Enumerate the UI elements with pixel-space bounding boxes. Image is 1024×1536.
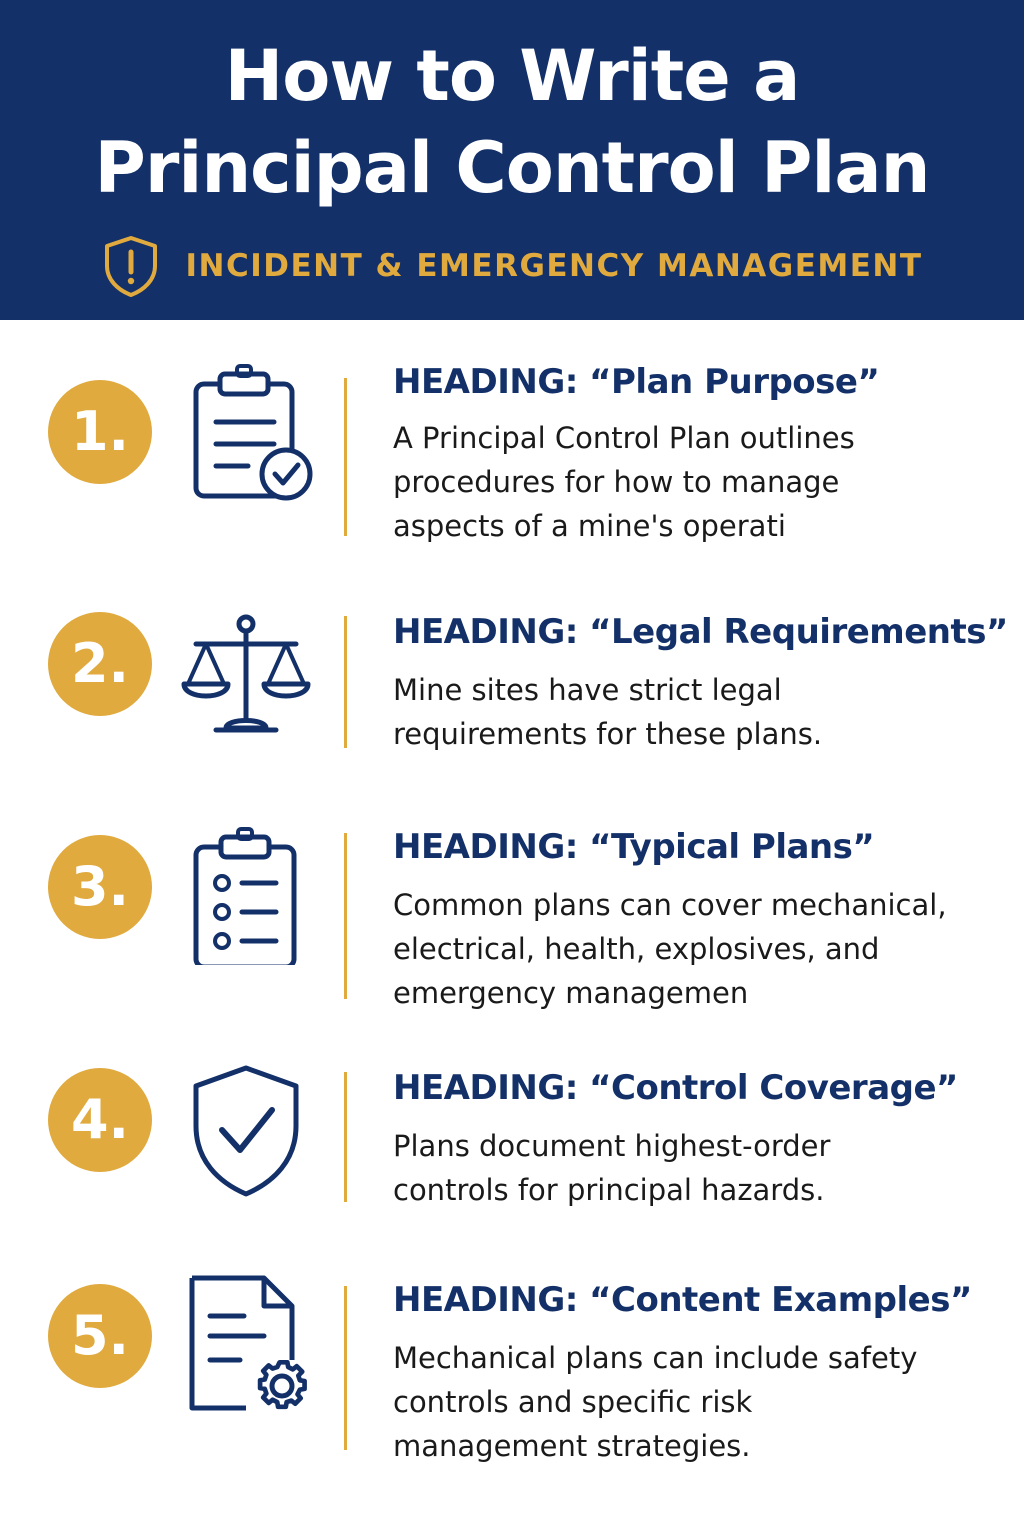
step-number-badge: 5. — [48, 1284, 152, 1388]
step-body — [393, 416, 993, 548]
body-line: aspects of a mine's operati — [393, 509, 786, 543]
divider-line — [344, 616, 347, 748]
body-line: emergency managemen — [393, 976, 749, 1010]
title-line-1: How to Write a — [224, 35, 800, 117]
body-line: Mechanical plans can include safety — [393, 1341, 918, 1375]
body-line: management strategies. — [393, 1429, 751, 1463]
step-number-badge: 2. — [48, 612, 152, 716]
body-line: controls for principal hazards. — [393, 1173, 825, 1207]
subtitle: INCIDENT & EMERGENCY MANAGEMENT — [185, 248, 923, 284]
body-line: Plans document highest-order — [393, 1129, 831, 1163]
step-heading: HEADING: “Control Coverage” — [393, 1068, 958, 1108]
step-body — [393, 883, 993, 1015]
header-banner — [0, 0, 1024, 320]
step-number-badge: 4. — [48, 1068, 152, 1172]
shield-exclamation-icon — [101, 234, 161, 298]
shield-check-icon — [176, 1060, 316, 1200]
step-heading: HEADING: “Plan Purpose” — [393, 362, 880, 402]
step-heading: HEADING: “Legal Requirements” — [393, 612, 1008, 652]
step-body — [393, 1124, 993, 1212]
step-number-badge: 1. — [48, 380, 152, 484]
scales-icon — [176, 600, 316, 740]
body-line: requirements for these plans. — [393, 717, 823, 751]
divider-line — [344, 1286, 347, 1450]
clipboard-check-icon — [176, 362, 316, 502]
body-line: Common plans can cover mechanical, — [393, 888, 947, 922]
subtitle-row — [0, 234, 1024, 298]
step-body — [393, 1336, 993, 1468]
divider-line — [344, 378, 347, 536]
page-title — [0, 30, 1024, 214]
step-number-badge: 3. — [48, 835, 152, 939]
divider-line — [344, 1072, 347, 1202]
title-line-2: Principal Control Plan — [94, 127, 930, 209]
divider-line — [344, 833, 347, 999]
step-heading: HEADING: “Typical Plans” — [393, 827, 875, 867]
checklist-clipboard-icon — [176, 825, 316, 965]
body-line: controls and specific risk — [393, 1385, 753, 1419]
body-line: procedures for how to manage — [393, 465, 840, 499]
step-heading: HEADING: “Content Examples” — [393, 1280, 972, 1320]
body-line: electrical, health, explosives, and — [393, 932, 880, 966]
document-gear-icon — [176, 1274, 316, 1414]
body-line: Mine sites have strict legal — [393, 673, 782, 707]
body-line: A Principal Control Plan outlines — [393, 421, 855, 455]
step-body — [393, 668, 993, 756]
